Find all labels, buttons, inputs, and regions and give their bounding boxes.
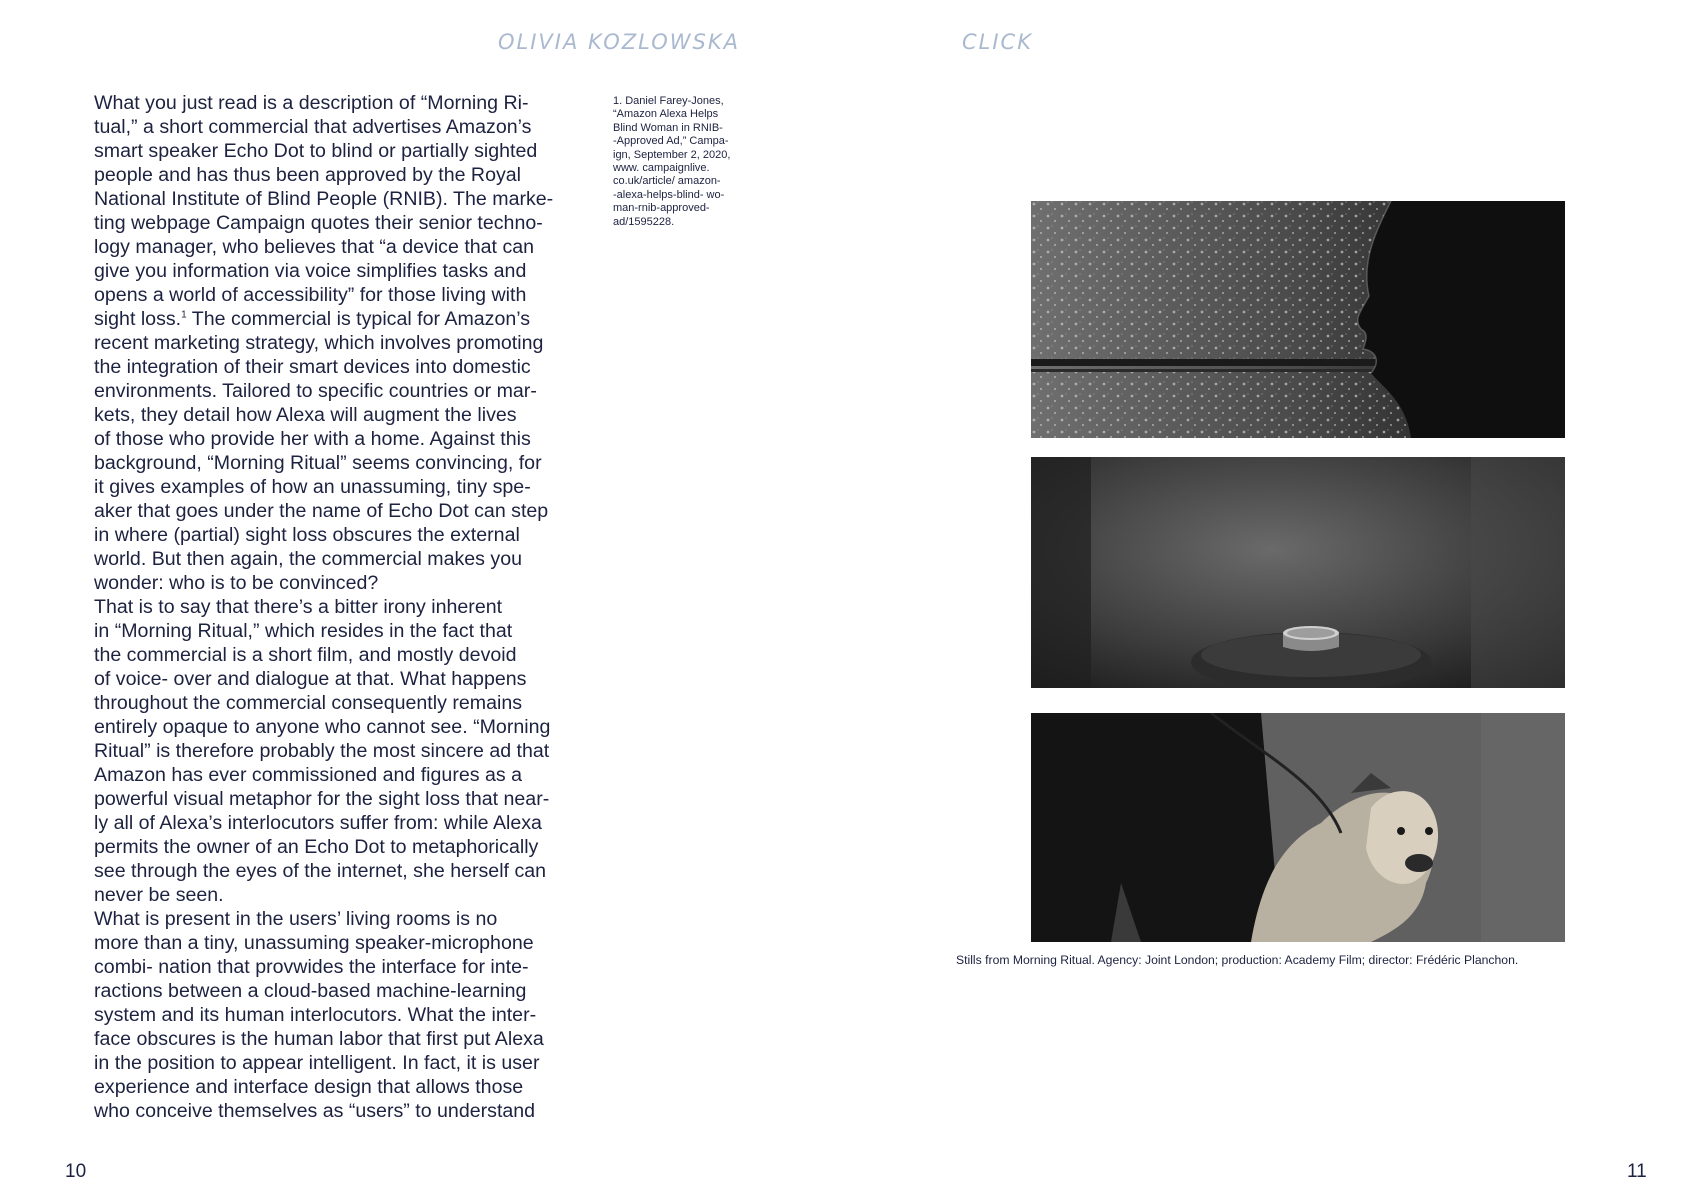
body-line: the integration of their smart devices into domestic (94, 356, 531, 378)
body-line: of those who provide her with a home. Against this (94, 428, 531, 450)
footnote-line: -alexa-helps-blind- wo- (613, 188, 725, 201)
body-line-tail: The commercial is typical for Amazon’s (186, 308, 531, 330)
body-line: background, “Morning Ritual” seems convincing, for (94, 452, 542, 474)
page-number-right: 11 (1627, 1161, 1647, 1182)
film-still-echo-dot (1031, 457, 1565, 688)
footnote-line: www. campaignlive. (613, 162, 710, 175)
body-line: throughout the commercial consequently remains (94, 692, 523, 714)
body-line: What you just read is a description of “Morning Ri- (94, 92, 529, 114)
body-line: system and its human interlocutors. What the inter- (94, 1004, 537, 1026)
body-line: That is to say that there’s a bitter irony inherent (94, 596, 503, 618)
body-line: Amazon has ever commissioned and figures as a (94, 764, 523, 786)
figure-caption: Stills from Morning Ritual. Agency: Joint London; production: Academy Film; director: Frédéric Planchon. (956, 953, 1519, 967)
footnote (613, 95, 763, 229)
body-line: who conceive themselves as “users” to understand (94, 1100, 536, 1122)
film-still-guide-dog (1031, 713, 1565, 942)
running-head-title: CLICK (962, 30, 1033, 54)
body-line: face obscures is the human labor that first put Alexa (94, 1028, 544, 1050)
body-line: world. But then again, the commercial makes you (94, 548, 523, 570)
footnote-line: co.uk/article/ amazon- (613, 175, 721, 188)
body-line: of voice- over and dialogue at that. What happens (94, 668, 527, 690)
body-line: National Institute of Blind People (RNIB). The marke- (94, 188, 554, 210)
guide-dog-image (1031, 713, 1565, 942)
footnote-line: Blind Woman in RNIB- (613, 121, 723, 134)
body-line: ting webpage Campaign quotes their senior techno- (94, 212, 543, 234)
body-line: kets, they detail how Alexa will augment the lives (94, 404, 517, 426)
footnote-line: ign, September 2, 2020, (613, 148, 731, 161)
body-line: wonder: who is to be convinced? (94, 572, 379, 594)
body-line: recent marketing strategy, which involves promoting (94, 332, 544, 354)
footnote-line: -Approved Ad,” Campa- (613, 135, 729, 148)
footnote-line: “Amazon Alexa Helps (613, 108, 719, 121)
film-still-window-profile (1031, 201, 1565, 438)
page-number-left: 10 (65, 1161, 87, 1182)
body-line: Ritual” is therefore probably the most sincere ad that (94, 740, 550, 762)
body-line: aker that goes under the name of Echo Dot can step (94, 500, 549, 522)
body-line: never be seen. (94, 884, 224, 906)
body-line-with-footnote (94, 307, 604, 331)
body-line: entirely opaque to anyone who cannot see. “Morning (94, 716, 551, 738)
body-line: in the position to appear intelligent. In fact, it is user (94, 1052, 540, 1074)
body-line: opens a world of accessibility” for those living with (94, 284, 527, 306)
body-line: give you information via voice simplifies tasks and (94, 260, 527, 282)
body-line-head: sight loss. (94, 308, 182, 330)
footnote-line: 1. Daniel Farey-Jones, (613, 95, 724, 107)
body-line: in where (partial) sight loss obscures the external (94, 524, 520, 546)
window-profile-image (1031, 201, 1565, 438)
body-line: What is present in the users’ living rooms is no (94, 908, 498, 930)
body-line: ly all of Alexa’s interlocutors suffer from: while Alexa (94, 812, 542, 834)
body-line: more than a tiny, unassuming speaker-microphone (94, 932, 534, 954)
body-text (94, 91, 604, 1123)
body-line: smart speaker Echo Dot to blind or partially sighted (94, 140, 538, 162)
body-line: in “Morning Ritual,” which resides in the fact that (94, 620, 513, 642)
body-line: powerful visual metaphor for the sight loss that near- (94, 788, 550, 810)
body-line: experience and interface design that allows those (94, 1076, 524, 1098)
body-line: ractions between a cloud-based machine-learning (94, 980, 527, 1002)
body-line: people and has thus been approved by the Royal (94, 164, 522, 186)
body-line: the commercial is a short film, and mostly devoid (94, 644, 517, 666)
running-head-author: OLIVIA KOZLOWSKA (498, 30, 740, 54)
body-line: it gives examples of how an unassuming, tiny spe- (94, 476, 531, 498)
body-line: combi- nation that provwides the interface for inte- (94, 956, 529, 978)
body-line: environments. Tailored to specific countries or mar- (94, 380, 537, 402)
body-line: see through the eyes of the internet, she herself can (94, 860, 547, 882)
body-line: logy manager, who believes that “a device that can (94, 236, 535, 258)
body-line: permits the owner of an Echo Dot to metaphorically (94, 836, 539, 858)
footnote-reference: 1 (181, 309, 187, 321)
footnote-line: ad/1595228. (613, 215, 675, 228)
footnote-line: man-rnib-approved- (613, 202, 710, 215)
echo-dot-image (1031, 457, 1565, 688)
body-line: tual,” a short commercial that advertises Amazon’s (94, 116, 532, 138)
